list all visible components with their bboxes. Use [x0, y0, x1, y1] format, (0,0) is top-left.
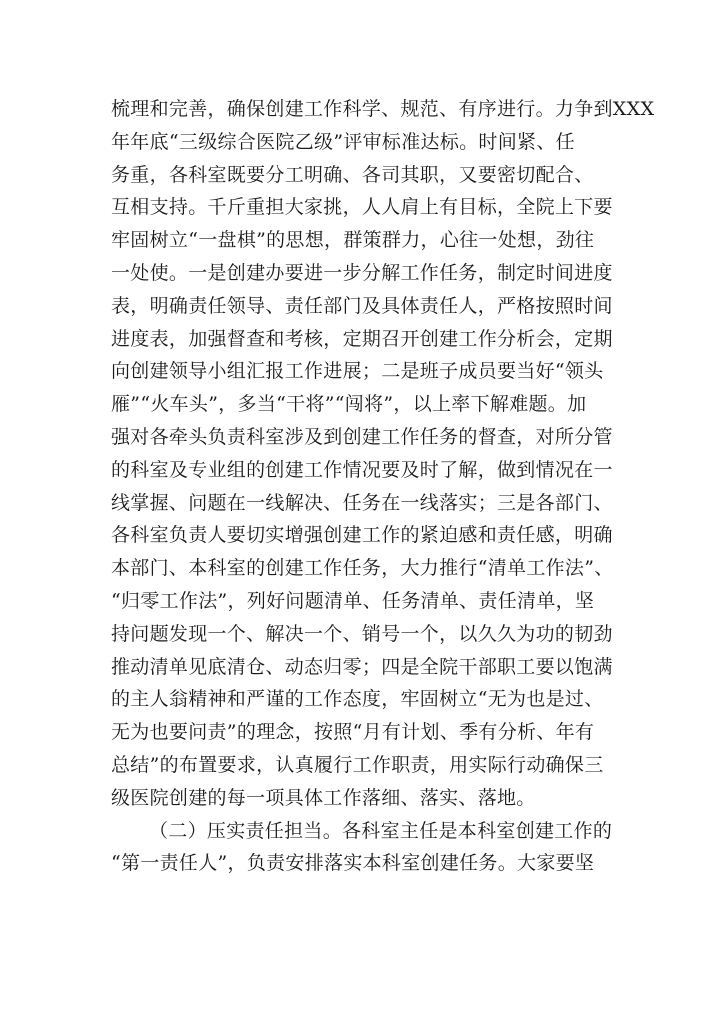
text-line: 各科室负责人要切实增强创建工作的紧迫感和责任感，明确 [111, 524, 613, 547]
text-line: 年年底“三级综合医院乙级”评审标准达标。时间紧、任 [111, 130, 575, 153]
text-line: 表，明确责任领导、责任部门及具体责任人，严格按照时间 [111, 294, 613, 317]
text-line: 线掌握、问题在一线解决、任务在一线落实；三是各部门、 [111, 491, 613, 514]
text-line: 务重，各科室既要分工明确、各司其职，又要密切配合、 [111, 163, 594, 186]
text-line: “归零工作法”，列好问题清单、任务清单、责任清单，坚 [111, 589, 595, 612]
text-line: 推动清单见底清仓、动态归零；四是全院干部职工要以饱满 [111, 655, 613, 678]
section-heading-line: （二）压实责任担当。各科室主任是本科室创建工作的 [149, 819, 613, 842]
text-line: 级医院创建的每一项具体工作落细、落实、落地。 [111, 786, 536, 809]
text-line: 进度表，加强督查和考核，定期召开创建工作分析会，定期 [111, 327, 613, 350]
text-line: 总结”的布置要求，认真履行工作职责，用实际行动确保三 [111, 753, 604, 776]
text-line: 互相支持。千斤重担大家挑，人人肩上有目标，全院上下要 [111, 196, 613, 219]
text-line: 一处使。一是创建办要进一步分解工作任务，制定时间进度 [111, 261, 613, 284]
text-line: 强对各牵头负责科室涉及到创建工作任务的督查，对所分管 [111, 425, 613, 448]
text-line: 本部门、本科室的创建工作任务，大力推行“清单工作法”、 [111, 557, 614, 580]
body-text [111, 93, 655, 880]
text-line: 雁”“火车头”，多当“干将”“闯将”，以上率下解难题。加 [111, 393, 587, 416]
text-line: 牢固树立“一盘棋”的思想，群策群力，心往一处想，劲往 [111, 229, 595, 252]
text-line: 梳理和完善，确保创建工作科学、规范、有序进行。力争到XXX [111, 98, 655, 120]
text-line: 无为也要问责”的理念，按照“月有计划、季有分析、年有 [111, 721, 595, 744]
text-line: 向创建领导小组汇报工作进展；二是班子成员要当好“领头 [111, 360, 604, 383]
text-line: 的科室及专业组的创建工作情况要及时了解，做到情况在一 [111, 458, 613, 481]
text-line: “第一责任人”，负责安排落实本科室创建任务。大家要坚 [111, 852, 595, 875]
text-line: 持问题发现一个、解决一个、销号一个，以久久为功的韧劲 [111, 622, 613, 645]
text-line: 的主人翁精神和严谨的工作态度，牢固树立“无为也是过、 [111, 688, 604, 711]
